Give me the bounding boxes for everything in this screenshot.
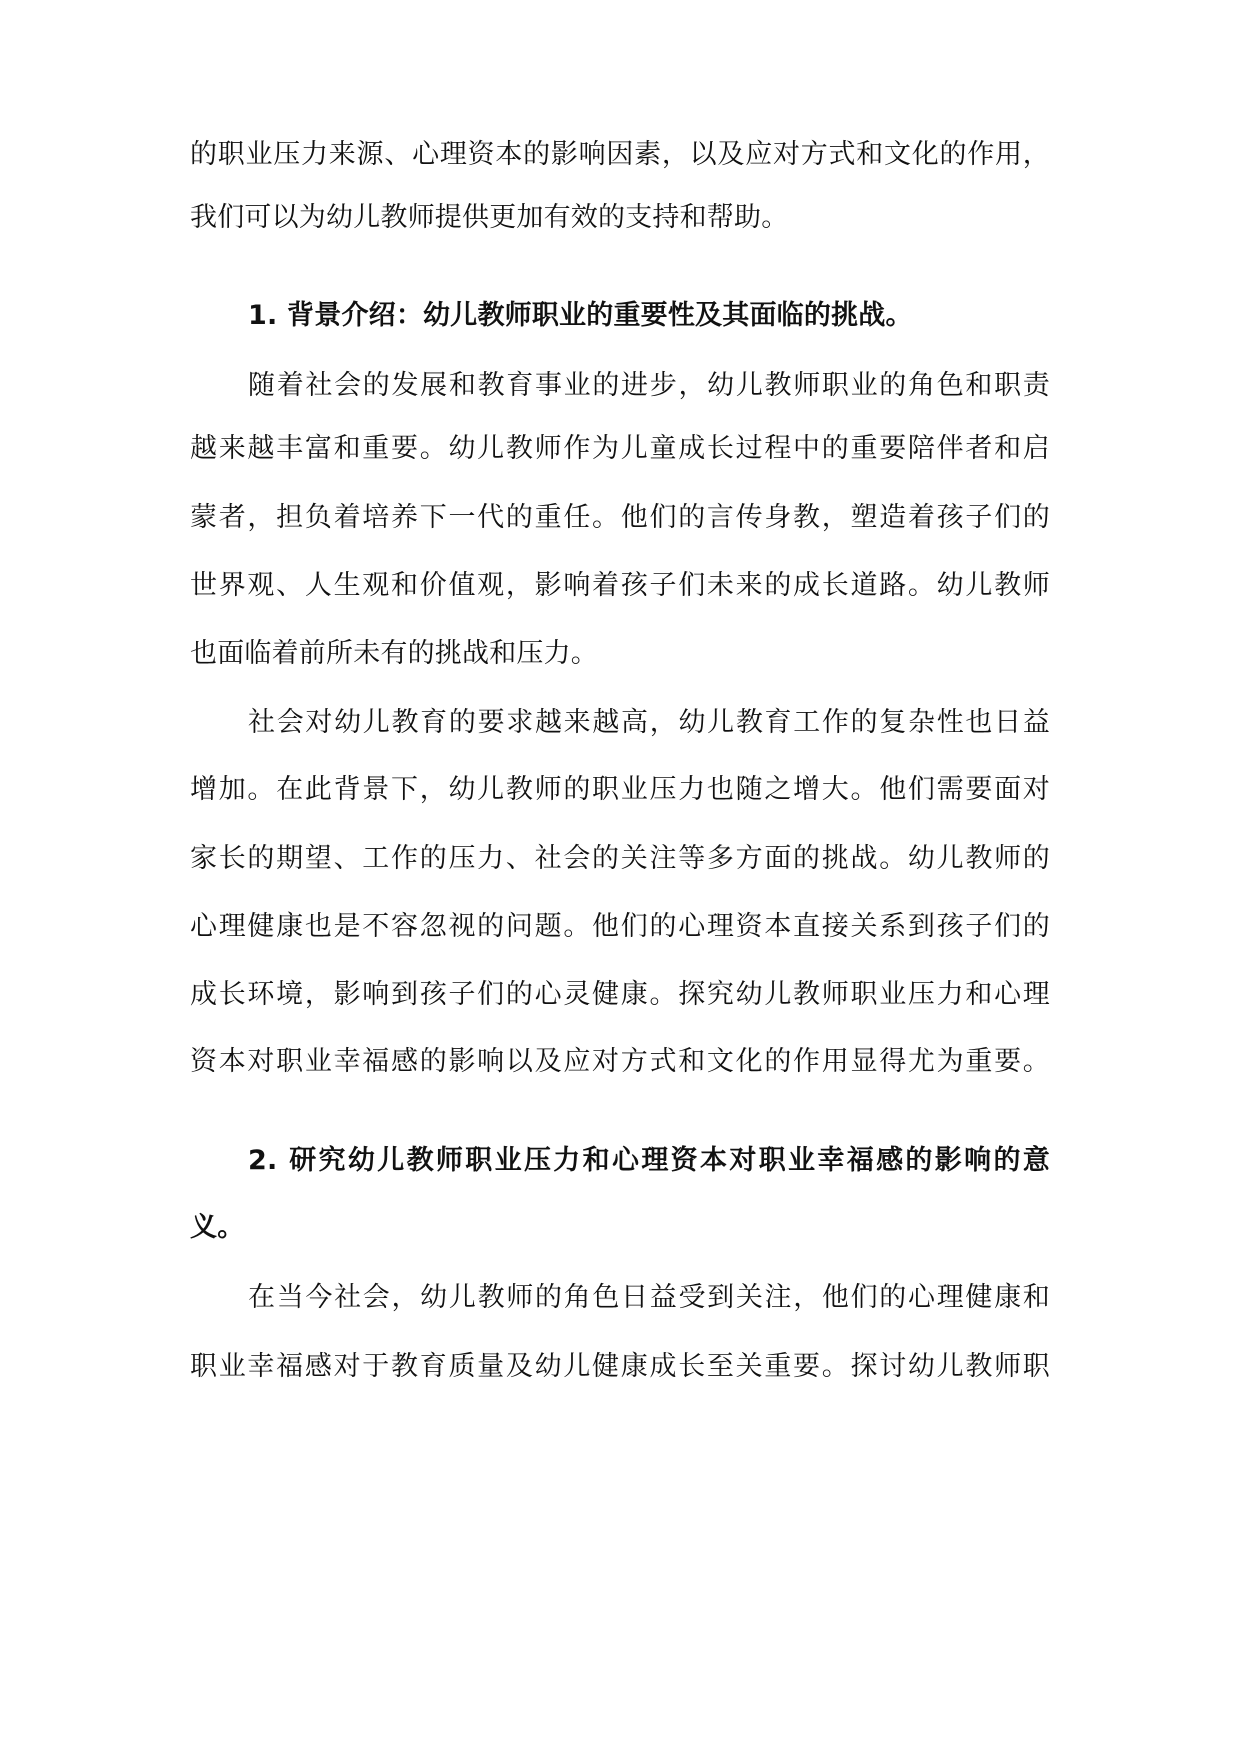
section1-p1-line-3: 蒙者，担负着培养下一代的重任。他们的言传身教，塑造着孩子们的 (190, 502, 1050, 533)
section2-heading-line-1: 2. 研究幼儿教师职业压力和心理资本对职业幸福感的影响的意 (248, 1145, 1050, 1176)
section2-heading-line-2: 义。 (190, 1212, 245, 1243)
section1-p2-line-3: 家长的期望、工作的压力、社会的关注等多方面的挑战。幼儿教师的 (190, 843, 1050, 874)
section1-heading: 1. 背景介绍：幼儿教师职业的重要性及其面临的挑战。 (248, 300, 913, 331)
section1-p1-line-2: 越来越丰富和重要。幼儿教师作为儿童成长过程中的重要陪伴者和启 (190, 433, 1050, 464)
section2-p1-line-2: 职业幸福感对于教育质量及幼儿健康成长至关重要。探讨幼儿教师职 (190, 1351, 1050, 1382)
intro-line-2: 我们可以为幼儿教师提供更加有效的支持和帮助。 (190, 202, 789, 233)
section1-p2-line-4: 心理健康也是不容忽视的问题。他们的心理资本直接关系到孩子们的 (190, 911, 1050, 942)
section1-p2-line-5: 成长环境，影响到孩子们的心灵健康。探究幼儿教师职业压力和心理 (190, 979, 1050, 1010)
section2-p1-line-1: 在当今社会，幼儿教师的角色日益受到关注，他们的心理健康和 (248, 1282, 1050, 1313)
section1-p2-line-6: 资本对职业幸福感的影响以及应对方式和文化的作用显得尤为重要。 (190, 1046, 1050, 1077)
section1-p2-line-1: 社会对幼儿教育的要求越来越高，幼儿教育工作的复杂性也日益 (248, 707, 1050, 738)
section1-p1-line-4: 世界观、人生观和价值观，影响着孩子们未来的成长道路。幼儿教师 (190, 570, 1050, 601)
section1-p1-line-1: 随着社会的发展和教育事业的进步，幼儿教师职业的角色和职责 (248, 370, 1050, 401)
intro-line-1: 的职业压力来源、心理资本的影响因素，以及应对方式和文化的作用， (190, 139, 1050, 170)
section1-p2-line-2: 增加。在此背景下，幼儿教师的职业压力也随之增大。他们需要面对 (190, 774, 1050, 805)
section1-p1-line-5: 也面临着前所未有的挑战和压力。 (190, 638, 598, 669)
